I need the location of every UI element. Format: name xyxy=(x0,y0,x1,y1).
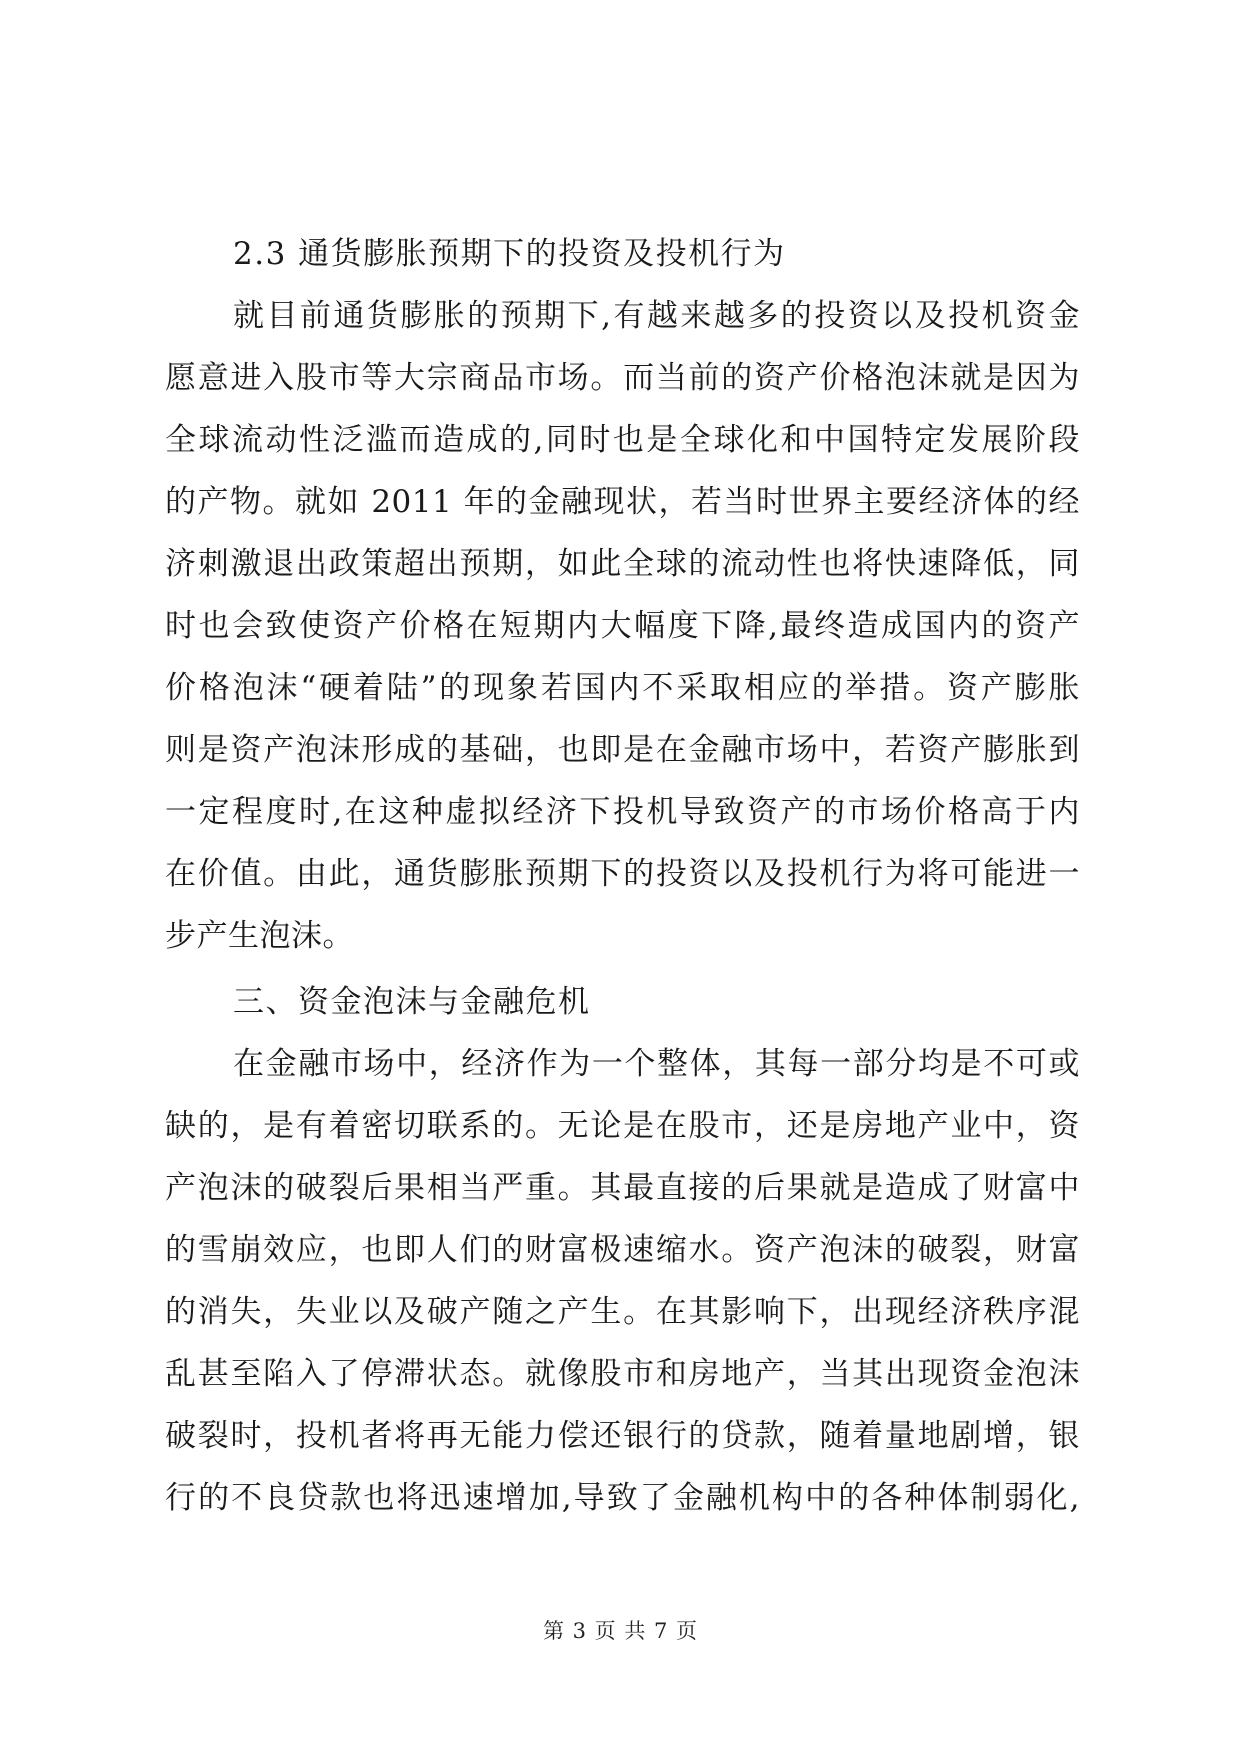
paragraph-line: 步产生泡沫。 xyxy=(165,918,354,954)
section-heading-3: 三、资金泡沫与金融危机 xyxy=(233,984,591,1020)
paragraph-line: 在金融市场中，经济作为一个整体，其每一部分均是不可或 xyxy=(233,1046,1080,1082)
paragraph-line: 缺的，是有着密切联系的。无论是在股市，还是房地产业中，资 xyxy=(165,1108,1080,1144)
paragraph-line: 的产物。就如 2011 年的金融现状，若当时世界主要经济体的经 xyxy=(165,484,1080,520)
section-heading-2-3: 2.3 通货膨胀预期下的投资及投机行为 xyxy=(233,236,786,272)
paragraph-line: 愿意进入股市等大宗商品市场。而当前的资产价格泡沫就是因为 xyxy=(165,360,1080,396)
paragraph-line: 行的不良贷款也将迅速增加,导致了金融机构中的各种体制弱化, xyxy=(165,1480,1080,1516)
paragraph-line: 的雪崩效应，也即人们的财富极速缩水。资产泡沫的破裂，财富 xyxy=(165,1232,1080,1268)
paragraph-line: 济刺激退出政策超出预期，如此全球的流动性也将快速降低，同 xyxy=(165,546,1080,582)
page-number-footer: 第 3 页 共 7 页 xyxy=(542,1619,699,1643)
paragraph-line: 产泡沫的破裂后果相当严重。其最直接的后果就是造成了财富中 xyxy=(165,1170,1080,1206)
paragraph-line: 则是资产泡沫形成的基础，也即是在金融市场中，若资产膨胀到 xyxy=(165,732,1080,768)
paragraph-bubble-crisis xyxy=(165,1033,1080,1529)
page-content xyxy=(165,223,1080,1529)
paragraph-line: 就目前通货膨胀的预期下,有越来越多的投资以及投机资金 xyxy=(233,298,1080,334)
paragraph-line: 破裂时，投机者将再无能力偿还银行的贷款，随着量地剧增，银 xyxy=(165,1418,1080,1454)
paragraph-line: 一定程度时,在这种虚拟经济下投机导致资产的市场价格高于内 xyxy=(165,794,1080,830)
paragraph-inflation-investment xyxy=(165,285,1080,967)
paragraph-line: 乱甚至陷入了停滞状态。就像股市和房地产，当其出现资金泡沫 xyxy=(165,1356,1080,1392)
paragraph-line: 全球流动性泛滥而造成的,同时也是全球化和中国特定发展阶段 xyxy=(165,422,1080,458)
paragraph-line: 时也会致使资产价格在短期内大幅度下降,最终造成国内的资产 xyxy=(165,608,1080,644)
paragraph-line: 价格泡沫“硬着陆”的现象若国内不采取相应的举措。资产膨胀 xyxy=(165,670,1080,706)
paragraph-line: 的消失，失业以及破产随之产生。在其影响下，出现经济秩序混 xyxy=(165,1294,1080,1330)
paragraph-line: 在价值。由此，通货膨胀预期下的投资以及投机行为将可能进一 xyxy=(165,856,1080,892)
